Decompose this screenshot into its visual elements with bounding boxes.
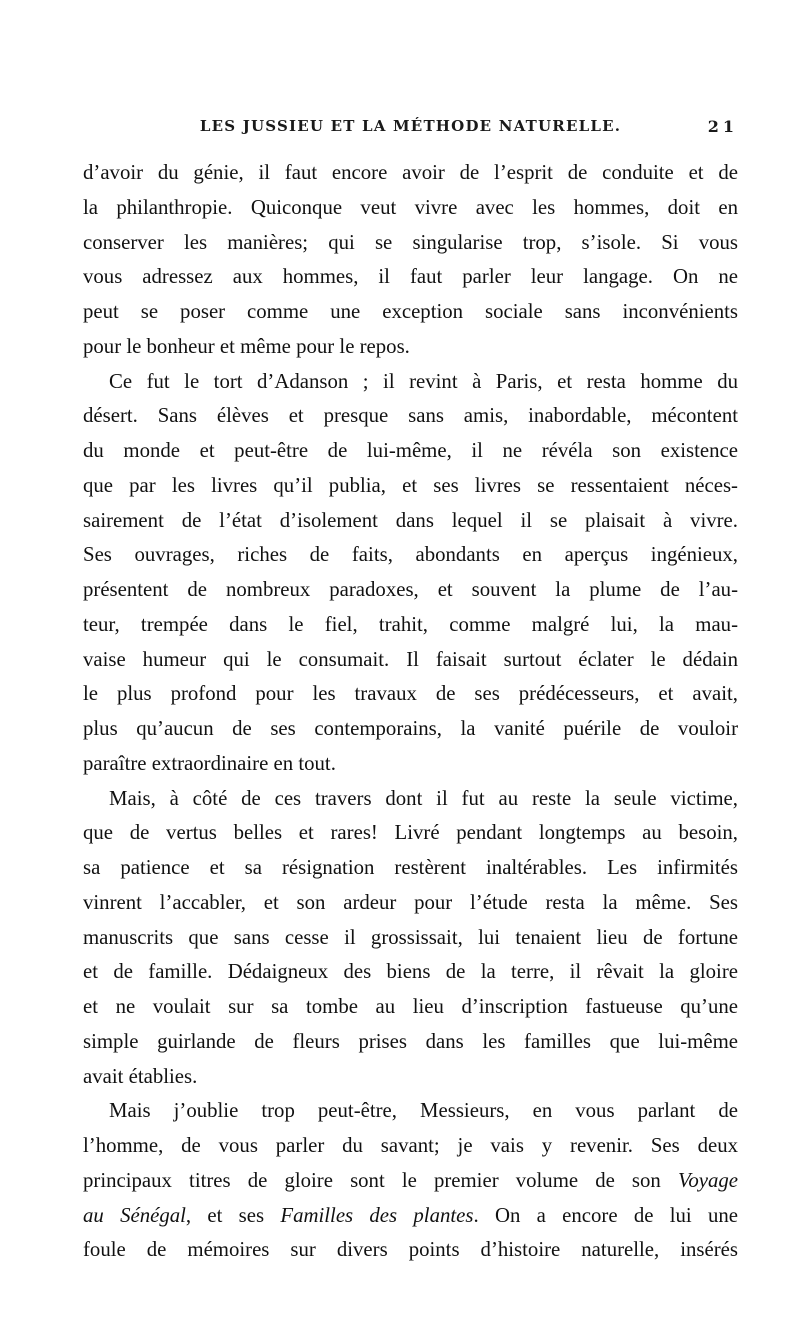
text-line: que de vertus belles et rares! Livré pendant longtemps au besoin, xyxy=(83,821,738,845)
text-line: teur, trempée dans le fiel, trahit, comme malgré lui, la mau- xyxy=(83,612,738,636)
text-line: avait établies. xyxy=(83,1064,198,1088)
text-line: sairement de l’état d’isolement dans lequel il se plaisait à vivre. xyxy=(83,508,738,532)
book-title-voyage: Voyage xyxy=(677,1168,738,1192)
text-line: conserver les manières; qui se singularise trop, s’isole. Si vous xyxy=(83,230,738,254)
text-line: Ses ouvrages, riches de faits, abondants en aperçus ingénieux, xyxy=(83,543,738,567)
text-line: du monde et peut-être de lui-même, il ne révéla son existence xyxy=(83,439,738,462)
body-text xyxy=(83,156,738,1268)
text-line xyxy=(83,1199,738,1234)
text-line: le plus profond pour les travaux de ses prédécesseurs, et avait, xyxy=(83,682,738,706)
paragraph-first-line: Mais, à côté de ces travers dont il fut au reste la seule victime, xyxy=(109,786,738,810)
paragraph-first-line: Ce fut le tort d’Adanson ; il revint à Paris, et resta homme du xyxy=(109,369,738,393)
text-line: et de famille. Dédaigneux des biens de la terre, il rêvait la gloire xyxy=(83,960,738,984)
book-title-senegal: au Sénégal xyxy=(83,1203,186,1227)
text-line: simple guirlande de fleurs prises dans les familles que lui-même xyxy=(83,1029,738,1053)
text-line: d’avoir du génie, il faut encore avoir de l’esprit de conduite et de xyxy=(83,161,738,184)
text-line: manuscrits que sans cesse il grossissait, lui tenaient lieu de fortune xyxy=(83,925,738,949)
text-line: vaise humeur qui le consumait. Il faisait surtout éclater le dédain xyxy=(83,647,738,671)
text-line: paraître extraordinaire en tout. xyxy=(83,751,336,775)
paragraph-first-line: Mais j’oublie trop peut-être, Messieurs, en vous parlant de xyxy=(109,1099,738,1123)
text-line: pour le bonheur et même pour le repos. xyxy=(83,334,410,358)
text-line: vous adressez aux hommes, il faut parler leur langage. On ne xyxy=(83,265,738,289)
text-line: que par les livres qu’il publia, et ses livres se ressentaient néces- xyxy=(83,473,738,497)
text-line: sa patience et sa résignation restèrent inaltérables. Les infirmités xyxy=(83,856,738,879)
text-run: , et ses xyxy=(185,1203,281,1227)
running-title: LES JUSSIEU ET LA MÉTHODE NATURELLE. xyxy=(199,117,622,135)
text-line: peut se poser comme une exception sociale sans inconvénients xyxy=(83,300,738,323)
text-line: présentent de nombreux paradoxes, et souvent la plume de l’au- xyxy=(83,578,738,601)
book-title-familles: Familles des plantes xyxy=(280,1203,474,1227)
text-line: plus qu’aucun de ses contemporains, la vanité puérile de vouloir xyxy=(83,717,738,740)
text-line: foule de mémoires sur divers points d’histoire naturelle, insérés xyxy=(83,1238,738,1262)
text-line xyxy=(83,1164,738,1199)
text-line: vinrent l’accabler, et son ardeur pour l’étude resta la même. Ses xyxy=(83,890,738,914)
text-line: désert. Sans élèves et presque sans amis, inabordable, mécontent xyxy=(83,404,738,428)
text-run: principaux titres de gloire sont le premier volume de son xyxy=(83,1168,678,1192)
text-run: . On a encore de lui une xyxy=(473,1203,738,1227)
page-number: 21 xyxy=(707,117,738,136)
text-line: et ne voulait sur sa tombe au lieu d’inscription fastueuse qu’une xyxy=(83,995,738,1018)
running-head xyxy=(83,117,738,141)
text-line: l’homme, de vous parler du savant; je vais y revenir. Ses deux xyxy=(83,1134,738,1157)
text-line: la philanthropie. Quiconque veut vivre avec les hommes, doit en xyxy=(83,195,738,219)
